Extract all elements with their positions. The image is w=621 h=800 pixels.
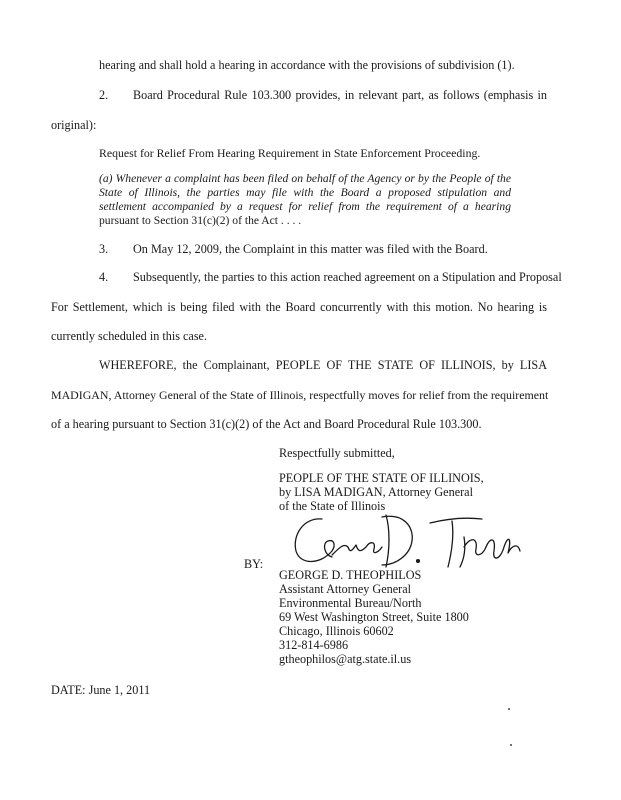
scan-speck	[510, 744, 512, 746]
text-line: For Settlement, which is being filed with the Board concurrently with this motion. No hearing is	[51, 300, 547, 314]
text-span: On May 12, 2009, the Complaint in this matter was filed with the Board.	[133, 242, 488, 256]
scan-speck	[508, 708, 510, 710]
text-span: State of Illinois, the parties may file with the Board a proposed stipulation and	[99, 186, 511, 199]
handwritten-signature	[286, 507, 526, 577]
signer-title: Assistant Attorney General	[279, 582, 412, 596]
address-line: 69 West Washington Street, Suite 1800	[279, 610, 469, 624]
text-line: hearing and shall hold a hearing in accordance with the provisions of subdivision (1).	[99, 58, 515, 72]
signer-name: GEORGE D. THEOPHILOS	[279, 568, 422, 582]
text-span: Subsequently, the parties to this action reached agreement on a Stipulation and Proposal	[133, 270, 562, 284]
paragraph-number: 3.	[99, 242, 109, 256]
quote-heading: Request for Relief From Hearing Requirement in State Enforcement Proceeding.	[99, 146, 481, 160]
text-span: Board Procedural Rule 103.300 provides, in relevant part, as follows (emphasis in	[133, 88, 547, 102]
text-line: of a hearing pursuant to Section 31(c)(2) of the Act and Board Procedural Rule 103.300.	[51, 417, 482, 431]
by-label: BY:	[244, 557, 264, 571]
paragraph-4-line-1	[51, 270, 562, 285]
quote-line	[99, 186, 511, 199]
address-line: Chicago, Illinois 60602	[279, 624, 394, 638]
quote-line	[99, 172, 511, 185]
wherefore-line-1	[51, 358, 547, 373]
email: gtheophilos@atg.state.il.us	[279, 652, 412, 666]
text-span: WHEREFORE, the Complainant, PEOPLE OF THE STATE OF ILLINOIS, by LISA	[99, 358, 547, 372]
party-line: of the State of Illinois	[279, 499, 386, 513]
closing: Respectfully submitted,	[279, 446, 395, 460]
text-span: (a) Whenever a complaint has been filed on behalf of the Agency or by the People of the	[99, 172, 511, 185]
paragraph-number: 4.	[99, 270, 109, 284]
signer-dept: Environmental Bureau/North	[279, 596, 422, 610]
text-line: MADIGAN, Attorney General of the State of Illinois, respectfully moves for relief from the requirement	[51, 388, 549, 402]
party-line: PEOPLE OF THE STATE OF ILLINOIS,	[279, 471, 484, 485]
paragraph-3	[99, 242, 488, 257]
quote-line: pursuant to Section 31(c)(2) of the Act . . . .	[99, 214, 302, 227]
phone: 312-814-6986	[279, 638, 349, 652]
text-span: settlement accompanied by a request for relief from the requirement of a hearing	[99, 200, 511, 213]
date-line: DATE: June 1, 2011	[51, 683, 151, 697]
paragraph-number: 2.	[99, 88, 109, 102]
paragraph-2-line-1	[51, 88, 547, 103]
text-line: currently scheduled in this case.	[51, 329, 208, 343]
party-line: by LISA MADIGAN, Attorney General	[279, 485, 473, 499]
quote-line	[99, 200, 511, 213]
text-line: original):	[51, 118, 97, 132]
